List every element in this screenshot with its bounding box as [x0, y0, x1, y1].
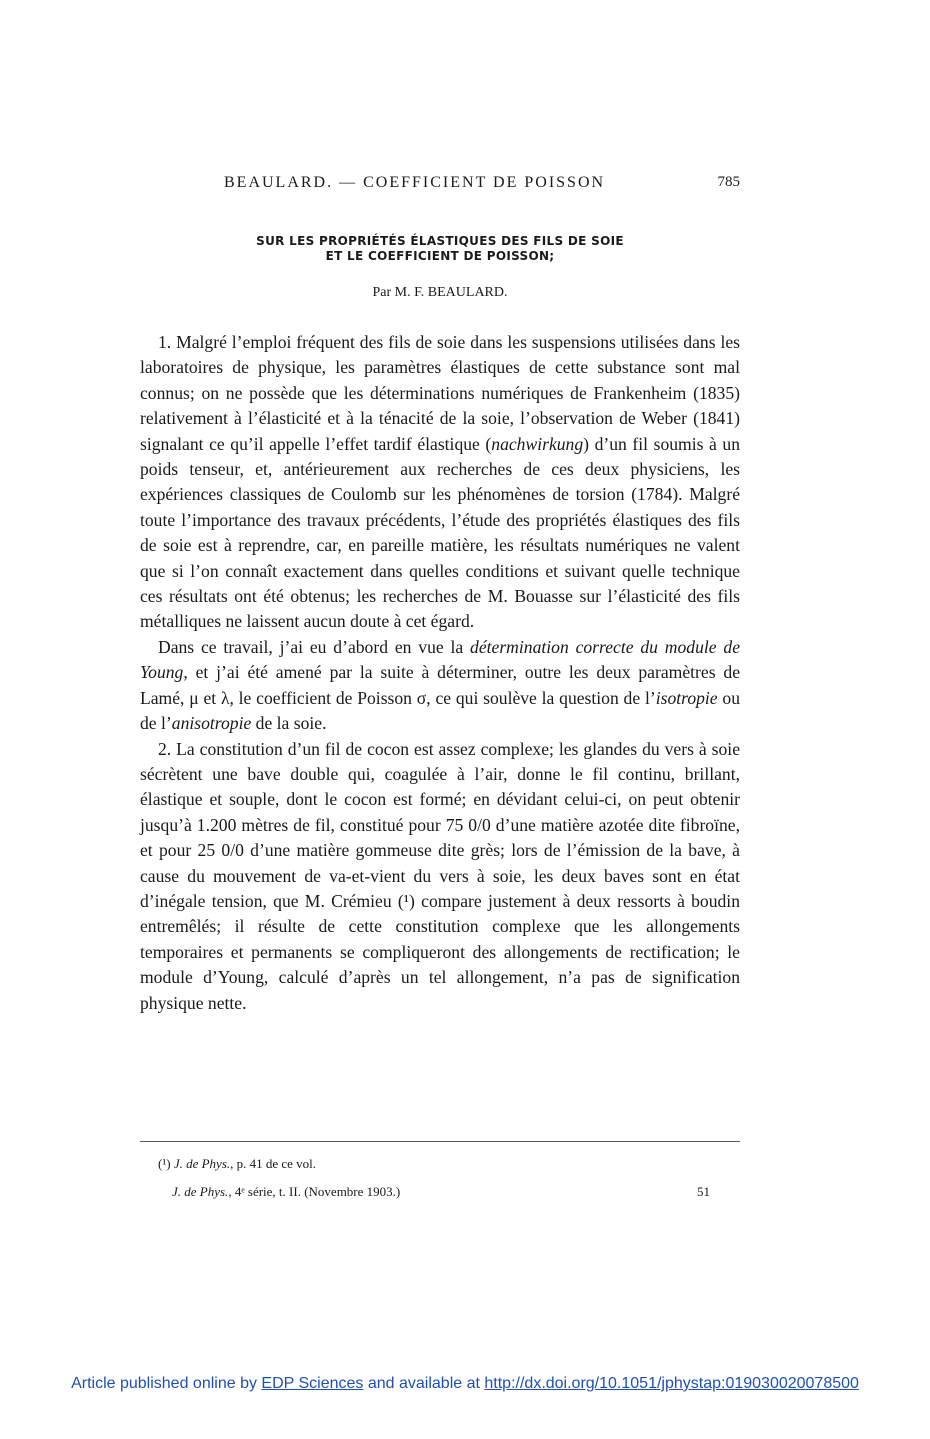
- article-title: [140, 234, 740, 264]
- article-title-line-1: SUR LES PROPRIÉTÉS ÉLASTIQUES DES FILS DE SOIE: [256, 234, 624, 248]
- article-title-line-2: ET LE COEFFICIENT DE POISSON;: [325, 249, 555, 263]
- footnote-text: , p. 41 de ce vol.: [230, 1156, 317, 1171]
- paragraph-1-text-b: ) d’un fil soumis à un poids tenseur, et, antérieurement aux recherches de ces deux physiciens, les expériences classiques de Coulomb sur les phénomènes de torsion (1784). Malgré toute l’importance des travaux précédents, l’étude des propriétés élastiques des fils de soie est à reprendre, car, en pareille matière, les résultats numériques ne valent que si l’on connaît exactement dans quelles conditions et suivant quelle technique ces résultats ont été obtenus; les recherches de M. Bouasse sur l’élasticité des fils métalliques ne laissent aucun doute à cet égard.: [140, 433, 740, 632]
- paragraph-2-italic-3: anisotropie: [171, 713, 252, 734]
- paragraph-3-text-a: 2. La constitution d’un fil de cocon est assez complexe; les glandes du vers à soie sécrètent une bave double qui, coagulée à l’air, donne le fil continu, brillant, élastique et souple, dont le cocon est formé; en dévidant celui-ci, on peut obtenir jusqu’à 1.200 mètres de fil, constitué pour 75 0/0 d’une matière azotée dite fibroïne, et pour 25 0/0 d’une matière gommeuse dite grès; lors de l’émission de la bave, à cause du mouvement de va-et-vient du vers à soie, les deux baves sont en état d’inégale tension, que M. Crémieu (¹) compare justement à deux ressorts à boudin entremêlés; il résulte de cette constitution complexe que les allongements temporaires et permanents se compliqueront des allongements de rectification; le module d’Young, calculé d’après un tel allongement, n’a pas de signification physique nette.: [140, 738, 740, 1013]
- paragraph-2-italic-1: détermination correcte du module de Young: [140, 636, 740, 683]
- running-title: BEAULARD. — COEFFICIENT DE POISSON: [224, 174, 606, 191]
- footnote-marker: (¹): [158, 1156, 174, 1171]
- publisher-note-middle: and available at: [363, 1375, 485, 1392]
- article-body: [140, 330, 740, 1016]
- paragraph-2: [140, 635, 740, 737]
- paragraph-2-italic-2: isotropie: [655, 687, 718, 708]
- paragraph-1-italic-1: nachwirkung: [491, 433, 584, 454]
- paragraph-1: [140, 330, 740, 635]
- paragraph-1-text-a: 1. Malgré l’emploi fréquent des fils de soie dans les suspensions utilisées dans les laboratoires de physique, les paramètres élastiques de cette substance sont mal connus; on ne possède que les déterminations numériques de Frankenheim (1835) relativement à l’élasticité et à la ténacité de la soie, l’observation de Weber (1841) signalant ce qu’il appelle l’effet tardif élastique (: [140, 332, 740, 454]
- paragraph-2-text-d: de la soie.: [251, 713, 327, 734]
- footnote-rule: [140, 1141, 740, 1142]
- sheet-number: 51: [697, 1184, 710, 1199]
- paragraph-2-text-b: , et j’ai été amené par la suite à déterminer, outre les deux paramètres de Lamé, μ et λ, le coefficient de Poisson σ, ce qui soulève la question de l’: [140, 662, 740, 708]
- paragraph-2-text-a: Dans ce travail, j’ai eu d’abord en vue la: [158, 636, 471, 657]
- doi-link[interactable]: http://dx.doi.org/10.1051/jphystap:019030020078500: [484, 1375, 859, 1392]
- paragraph-2-text-c: ou de l’: [140, 687, 740, 734]
- journal-footer-text: , 4ᵉ série, t. II. (Novembre 1903.): [228, 1184, 401, 1199]
- journal-footer-journal: J. de Phys.: [172, 1184, 229, 1199]
- footnote-journal: J. de Phys.: [173, 1156, 231, 1171]
- publisher-note-prefix: Article published online by: [71, 1375, 262, 1392]
- publisher-link[interactable]: EDP Sciences: [261, 1375, 364, 1392]
- page-number: 785: [717, 174, 740, 190]
- author-byline: Par M. F. BEAULARD.: [372, 285, 508, 300]
- running-header: [140, 174, 740, 196]
- paragraph-3: [140, 737, 740, 1016]
- publisher-note: [0, 1375, 930, 1393]
- footnote: [158, 1156, 738, 1172]
- journal-footer: [172, 1184, 710, 1200]
